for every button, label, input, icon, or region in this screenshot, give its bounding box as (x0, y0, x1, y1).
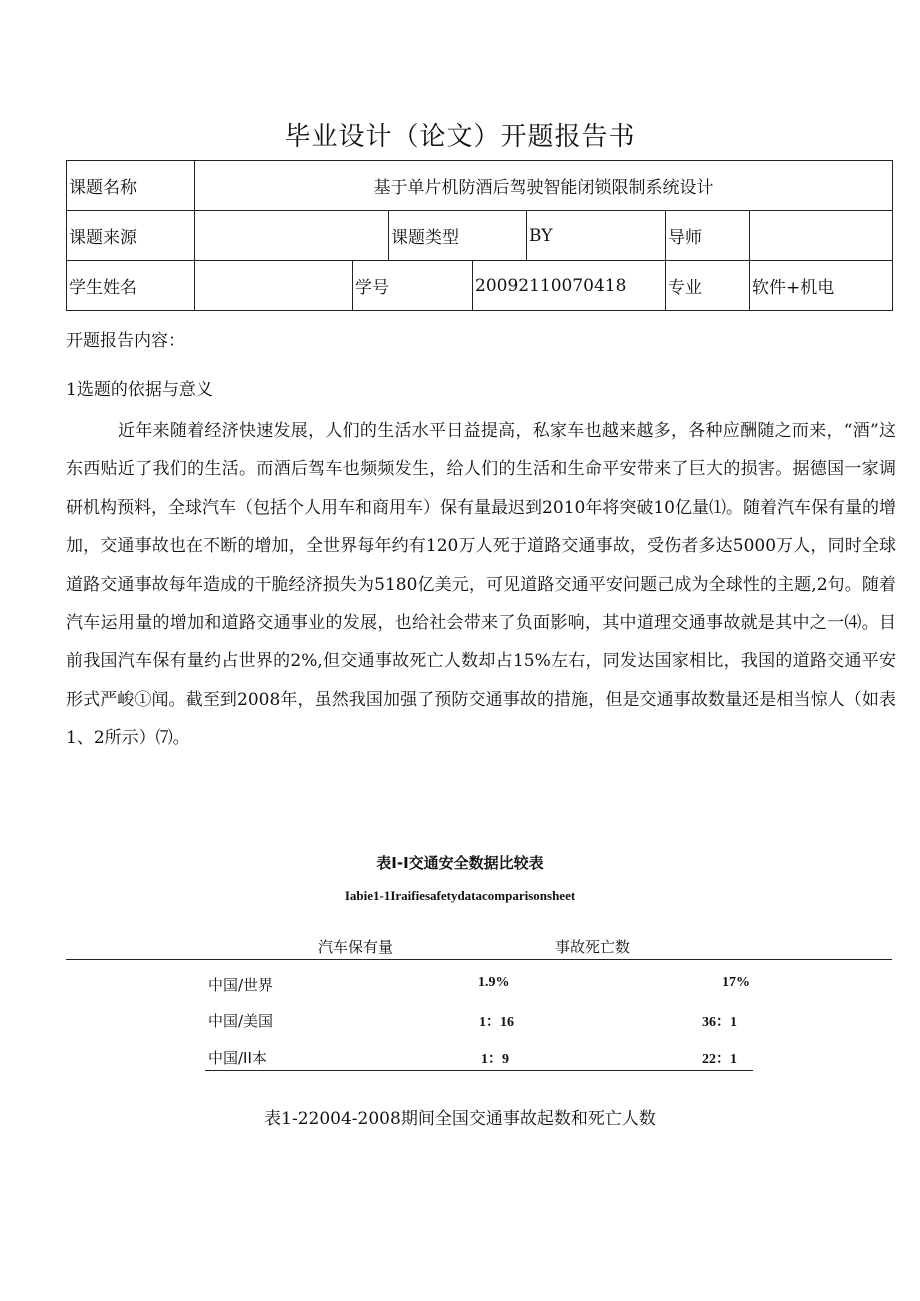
table1-header-vehicles: 汽车保有量 (318, 938, 394, 956)
table1-row-label: 中国/世界 (208, 976, 274, 994)
table2-caption: 表1-22004-2008期间全国交通事故起数和死亡人数 (264, 1109, 656, 1129)
table1-top-rule (66, 959, 892, 960)
section-heading: 1选题的依据与意义 (66, 380, 213, 400)
major-label: 专业 (666, 261, 750, 311)
advisor-value (750, 211, 893, 261)
type-value: BY (527, 211, 666, 261)
table1-row-label: 中国/美国 (208, 1012, 274, 1030)
id-label: 学号 (353, 261, 473, 311)
body-paragraph: 近年来随着经济快速发展，人们的生活水平日益提高，私家车也越来越多，各种应酬随之而来，“酒”这东西贴近了我们的生活。而酒后驾车也频频发生，给人们的生活和生命平安带来了巨大的损害。据德国一家调研机构预料，全球汽车（包括个人用车和商用车）保有量最迟到2010年将突破10亿量⑴。随着汽车保有量的增加，交通事故也在不断的增加，全世界每年约有120万人死于道路交通事故，受伤者多达5000万人，同时全球道路交通事故每年造成的干脆经济损失为5180亿美元，可见道路交通平安问题己成为全球性的主题,2句。随着汽车运用量的增加和道路交通事业的发展，也给社会带来了负面影响，其中道理交通事故就是其中之一⑷。目前我国汽车保有量约占世界的2%,但交通事故死亡人数却占15%左右，同发达国家相比，我国的道路交通平安形式严峻①闻。截至到2008年，虽然我国加强了预防交通事故的措施，但是交通事故数量还是相当惊人（如表1、2所示）⑺。 (66, 421, 896, 749)
table1-cell: 36：1 (702, 1015, 737, 1030)
table1-cell: 1：16 (479, 1015, 514, 1030)
student-value (195, 261, 353, 311)
table1-row-label: 中国/II本 (208, 1049, 267, 1067)
table1-caption-en: Iabie1-1Iraifiesafetydatacomparisonsheet (344, 888, 576, 903)
proposal-info-table (66, 160, 893, 311)
id-value: 20092110070418 (473, 261, 666, 311)
table1-cell: 17% (722, 975, 750, 990)
content-heading: 开题报告内容： (66, 331, 185, 351)
table1-bottom-rule (205, 1070, 753, 1071)
type-label: 课题类型 (389, 211, 527, 261)
table1-cell: 1：9 (481, 1052, 509, 1067)
info-row-topic (67, 161, 893, 211)
table1-cell: 1.9% (478, 975, 510, 990)
major-value: 软件+机电 (750, 261, 893, 311)
table1-cell: 22：1 (702, 1052, 737, 1067)
info-row-source (67, 211, 893, 261)
student-label: 学生姓名 (67, 261, 195, 311)
page-title: 毕业设计（论文）开题报告书 (284, 122, 636, 152)
topic-value: 基于单片机防酒后驾驶智能闭锁限制系统设计 (195, 161, 893, 211)
source-label: 课题来源 (67, 211, 195, 261)
table1-caption-cn: 表I-I交通安全数据比较表 (376, 854, 544, 872)
topic-label: 课题名称 (67, 161, 195, 211)
advisor-label: 导师 (666, 211, 750, 261)
source-value (195, 211, 389, 261)
table1-header-deaths: 事故死亡数 (555, 938, 631, 956)
info-row-student (67, 261, 893, 311)
